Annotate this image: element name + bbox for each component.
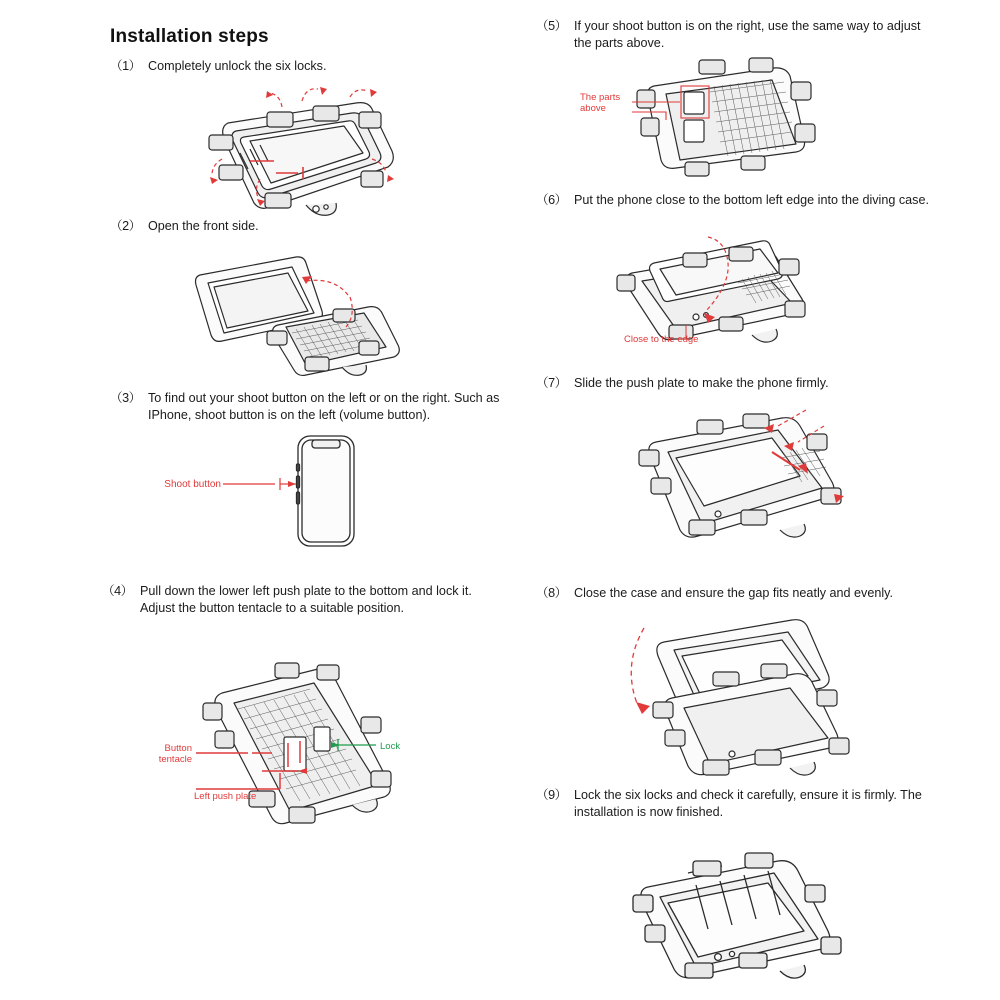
step-6 — [536, 192, 936, 348]
step-8-header — [536, 585, 936, 602]
step-6-header — [536, 192, 936, 209]
left-column — [95, 0, 500, 1000]
step-4-number: （4） — [102, 584, 133, 598]
step-9-number: （9） — [536, 788, 567, 802]
step-8-number: （8） — [536, 586, 567, 600]
button-tentacle-label-line2: tentacle — [158, 754, 192, 765]
step-6-text: Put the phone close to the bottom left edge into the diving case. — [574, 193, 929, 207]
step-1-number: （1） — [110, 59, 141, 73]
step-7-number: （7） — [536, 376, 567, 390]
step-9-header — [536, 787, 936, 821]
step-1-header — [110, 58, 510, 75]
step-7 — [536, 375, 936, 556]
step-3-header — [110, 390, 510, 424]
close-to-the-edge-label: Close to the edge — [624, 334, 699, 345]
step-5-header — [536, 18, 936, 52]
step-1 — [110, 58, 510, 229]
shoot-button-label: Shoot button — [164, 479, 221, 490]
step-7-text: Slide the push plate to make the phone firmly. — [574, 376, 829, 390]
step-8-text: Close the case and ensure the gap fits neatly and evenly. — [574, 586, 894, 600]
case-finished-diagram — [536, 825, 936, 985]
step-5-text: If your shoot button is on the right, use the same way to adjust the parts above. — [574, 19, 921, 50]
case-close-lid-diagram — [536, 606, 936, 781]
case-unlock-six-locks-diagram — [110, 79, 510, 229]
the-parts-above-label-line1: The parts — [580, 92, 621, 103]
step-9 — [536, 787, 936, 985]
step-5-number: （5） — [536, 19, 567, 33]
case-push-plate-lock-diagram — [102, 621, 502, 836]
phone-shoot-button-diagram — [110, 428, 510, 553]
right-column — [528, 0, 948, 1000]
step-1-text: Completely unlock the six locks. — [148, 59, 327, 73]
case-right-shoot-button-diagram — [536, 56, 936, 176]
step-3 — [110, 390, 510, 553]
step-2 — [110, 218, 510, 389]
step-2-text: Open the front side. — [148, 219, 259, 233]
step-5 — [536, 18, 936, 176]
step-2-header — [110, 218, 510, 235]
the-parts-above-label-line2: above — [580, 103, 606, 114]
step-2-number: （2） — [110, 219, 141, 233]
step-8 — [536, 585, 936, 781]
step-4 — [102, 583, 502, 836]
left-push-plate-label: Left push plate — [194, 791, 257, 802]
button-tentacle-label-line1: Button — [164, 743, 192, 754]
step-3-number: （3） — [110, 391, 141, 405]
step-6-number: （6） — [536, 193, 567, 207]
step-3-text: To find out your shoot button on the left or on the right. Such as IPhone, shoot button is on the left (volume button). — [148, 391, 500, 422]
step-4-text: Pull down the lower left push plate to the bottom and lock it. Adjust the button tentacle to a suitable position. — [140, 584, 472, 615]
case-open-front-side-diagram — [110, 239, 510, 389]
step-7-header — [536, 375, 936, 392]
step-9-text: Lock the six locks and check it carefully, ensure it is firmly. The installation is now finished. — [574, 788, 922, 819]
case-insert-phone-diagram — [536, 213, 936, 348]
case-slide-push-plate-diagram — [536, 396, 936, 556]
step-4-header — [102, 583, 502, 617]
lock-label: Lock — [380, 741, 401, 752]
page-title: Installation steps — [110, 26, 269, 47]
